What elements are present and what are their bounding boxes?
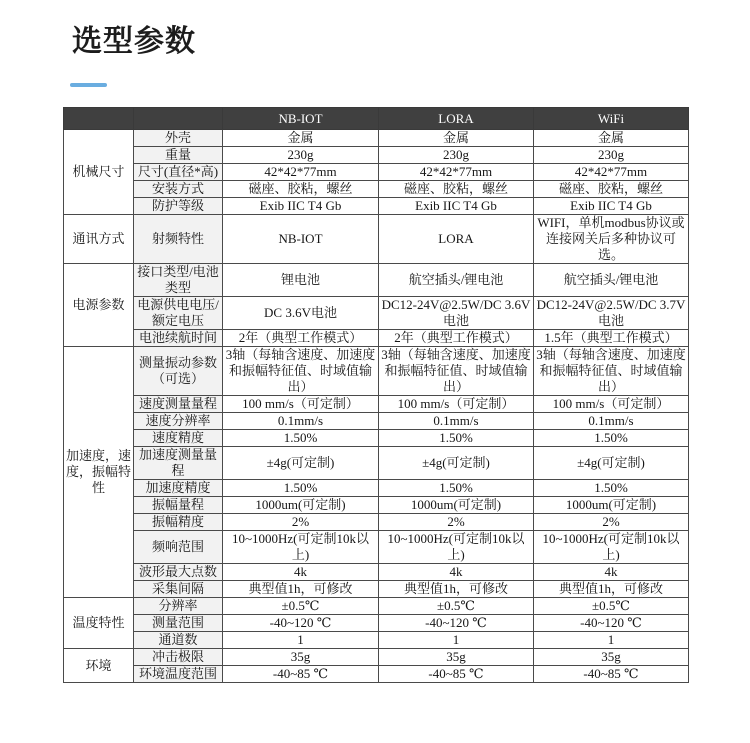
title-accent-underline (70, 83, 107, 87)
value-cell: 2% (379, 514, 534, 531)
value-cell: -40~85 ℃ (223, 666, 379, 683)
table-row (64, 497, 689, 514)
value-cell: 航空插头/锂电池 (534, 264, 689, 297)
header-cell-empty (134, 108, 223, 130)
value-cell: 磁座、胶粘，螺丝 (534, 181, 689, 198)
value-cell: 100 mm/s（可定制） (223, 396, 379, 413)
value-cell: 0.1mm/s (223, 413, 379, 430)
category-cell: 通讯方式 (64, 215, 134, 264)
value-cell: ±0.5℃ (223, 598, 379, 615)
category-cell: 环境 (64, 649, 134, 683)
param-cell: 射频特性 (134, 215, 223, 264)
value-cell: 典型值1h，可修改 (379, 581, 534, 598)
value-cell: -40~120 ℃ (534, 615, 689, 632)
param-cell: 加速度精度 (134, 480, 223, 497)
param-cell: 速度分辨率 (134, 413, 223, 430)
value-cell: 4k (534, 564, 689, 581)
table-row (64, 666, 689, 683)
spec-table (63, 107, 689, 683)
table-row (64, 632, 689, 649)
value-cell: 10~1000Hz(可定制10k以上) (534, 531, 689, 564)
spec-table-body (64, 130, 689, 683)
value-cell: 35g (534, 649, 689, 666)
value-cell: 金属 (223, 130, 379, 147)
param-cell: 加速度测量量程 (134, 447, 223, 480)
table-row (64, 480, 689, 497)
value-cell: 230g (379, 147, 534, 164)
value-cell: 典型值1h，可修改 (534, 581, 689, 598)
table-row (64, 198, 689, 215)
value-cell: 1000um(可定制) (534, 497, 689, 514)
value-cell: Exib IIC T4 Gb (379, 198, 534, 215)
value-cell: 3轴（每轴含速度、加速度和振幅特征值、时域值输出） (379, 347, 534, 396)
value-cell: 42*42*77mm (534, 164, 689, 181)
value-cell: 2% (534, 514, 689, 531)
param-cell: 尺寸(直径*高) (134, 164, 223, 181)
category-cell: 电源参数 (64, 264, 134, 347)
header-row (64, 108, 689, 130)
param-cell: 波形最大点数 (134, 564, 223, 581)
value-cell: 42*42*77mm (379, 164, 534, 181)
param-cell: 测量范围 (134, 615, 223, 632)
value-cell: 3轴（每轴含速度、加速度和振幅特征值、时域值输出） (534, 347, 689, 396)
value-cell: 典型值1h，可修改 (223, 581, 379, 598)
value-cell: 10~1000Hz(可定制10k以上) (379, 531, 534, 564)
param-cell: 分辨率 (134, 598, 223, 615)
table-row (64, 264, 689, 297)
table-row (64, 615, 689, 632)
table-row (64, 147, 689, 164)
header-cell-empty (64, 108, 134, 130)
value-cell: 1000um(可定制) (379, 497, 534, 514)
value-cell: 4k (379, 564, 534, 581)
param-cell: 电源供电电压/额定电压 (134, 297, 223, 330)
value-cell: ±0.5℃ (379, 598, 534, 615)
value-cell: 1.50% (379, 430, 534, 447)
table-row (64, 164, 689, 181)
value-cell: -40~85 ℃ (534, 666, 689, 683)
param-cell: 振幅量程 (134, 497, 223, 514)
value-cell: 1.50% (223, 430, 379, 447)
value-cell: 35g (379, 649, 534, 666)
table-row (64, 447, 689, 480)
table-row (64, 347, 689, 396)
value-cell: 磁座、胶粘，螺丝 (223, 181, 379, 198)
table-row (64, 413, 689, 430)
header-cell-product: WiFi (534, 108, 689, 130)
value-cell: -40~85 ℃ (379, 666, 534, 683)
value-cell: ±4g(可定制) (379, 447, 534, 480)
table-row (64, 215, 689, 264)
value-cell: DC 3.6V电池 (223, 297, 379, 330)
value-cell: 航空插头/锂电池 (379, 264, 534, 297)
value-cell: 1 (534, 632, 689, 649)
value-cell: 35g (223, 649, 379, 666)
value-cell: ±4g(可定制) (534, 447, 689, 480)
header-cell-product: LORA (379, 108, 534, 130)
value-cell: 金属 (534, 130, 689, 147)
value-cell: -40~120 ℃ (379, 615, 534, 632)
value-cell: 1.50% (534, 480, 689, 497)
value-cell: 金属 (379, 130, 534, 147)
value-cell: 3轴（每轴含速度、加速度和振幅特征值、时域值输出） (223, 347, 379, 396)
category-cell: 温度特性 (64, 598, 134, 649)
param-cell: 外壳 (134, 130, 223, 147)
table-row (64, 581, 689, 598)
value-cell: 2% (223, 514, 379, 531)
value-cell: WIFI，单机modbus协议或连接网关后多种协议可选。 (534, 215, 689, 264)
page-title: 选型参数 (72, 25, 196, 58)
param-cell: 振幅精度 (134, 514, 223, 531)
param-cell: 防护等级 (134, 198, 223, 215)
param-cell: 测量振动参数（可选） (134, 347, 223, 396)
value-cell: 1.50% (379, 480, 534, 497)
param-cell: 环境温度范围 (134, 666, 223, 683)
value-cell: 100 mm/s（可定制） (534, 396, 689, 413)
value-cell: 1000um(可定制) (223, 497, 379, 514)
value-cell: NB-IOT (223, 215, 379, 264)
param-cell: 通道数 (134, 632, 223, 649)
param-cell: 电池续航时间 (134, 330, 223, 347)
value-cell: 0.1mm/s (379, 413, 534, 430)
value-cell: 1 (379, 632, 534, 649)
category-cell: 加速度，速度，振幅特性 (64, 347, 134, 598)
value-cell: 4k (223, 564, 379, 581)
param-cell: 速度精度 (134, 430, 223, 447)
spec-table-header (64, 108, 689, 130)
value-cell: 42*42*77mm (223, 164, 379, 181)
table-row (64, 396, 689, 413)
table-row (64, 181, 689, 198)
value-cell: 磁座、胶粘，螺丝 (379, 181, 534, 198)
value-cell: 2年（典型工作模式） (223, 330, 379, 347)
value-cell: 0.1mm/s (534, 413, 689, 430)
param-cell: 采集间隔 (134, 581, 223, 598)
value-cell: 2年（典型工作模式） (379, 330, 534, 347)
value-cell: Exib IIC T4 Gb (223, 198, 379, 215)
value-cell: 1.50% (223, 480, 379, 497)
value-cell: ±0.5℃ (534, 598, 689, 615)
table-row (64, 564, 689, 581)
table-row (64, 598, 689, 615)
value-cell: 1.5年（典型工作模式） (534, 330, 689, 347)
table-row (64, 531, 689, 564)
value-cell: DC12-24V@2.5W/DC 3.7V电池 (534, 297, 689, 330)
table-row (64, 330, 689, 347)
header-cell-product: NB-IOT (223, 108, 379, 130)
table-row (64, 130, 689, 147)
table-row (64, 649, 689, 666)
table-row (64, 297, 689, 330)
value-cell: 10~1000Hz(可定制10k以上) (223, 531, 379, 564)
value-cell: Exib IIC T4 Gb (534, 198, 689, 215)
param-cell: 重量 (134, 147, 223, 164)
param-cell: 安装方式 (134, 181, 223, 198)
value-cell: 230g (534, 147, 689, 164)
param-cell: 冲击极限 (134, 649, 223, 666)
value-cell: 230g (223, 147, 379, 164)
value-cell: 1.50% (534, 430, 689, 447)
param-cell: 频响范围 (134, 531, 223, 564)
param-cell: 接口类型/电池类型 (134, 264, 223, 297)
table-row (64, 430, 689, 447)
category-cell: 机械尺寸 (64, 130, 134, 215)
value-cell: DC12-24V@2.5W/DC 3.6V电池 (379, 297, 534, 330)
param-cell: 速度测量量程 (134, 396, 223, 413)
value-cell: 锂电池 (223, 264, 379, 297)
value-cell: LORA (379, 215, 534, 264)
value-cell: ±4g(可定制) (223, 447, 379, 480)
value-cell: -40~120 ℃ (223, 615, 379, 632)
table-row (64, 514, 689, 531)
value-cell: 100 mm/s（可定制） (379, 396, 534, 413)
value-cell: 1 (223, 632, 379, 649)
